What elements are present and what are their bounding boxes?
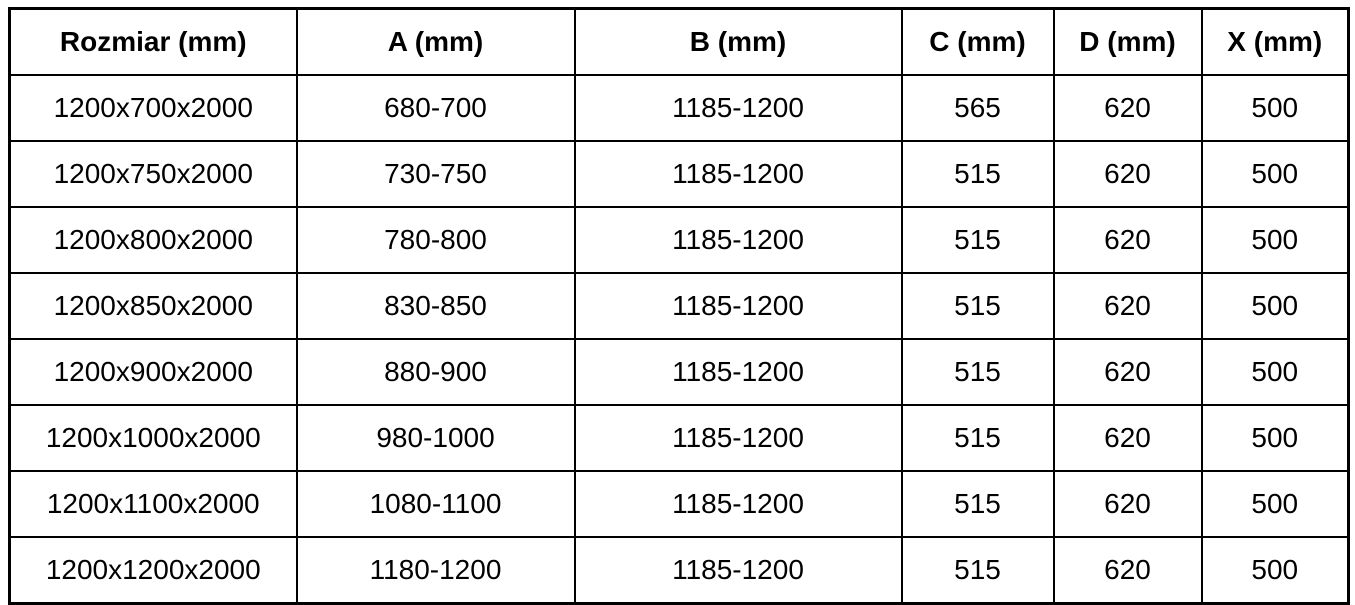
table-row xyxy=(10,207,1349,273)
table-cell: 620 xyxy=(1054,273,1202,339)
table-cell: 1200x1200x2000 xyxy=(10,537,297,604)
table-cell: 1185-1200 xyxy=(575,273,902,339)
table-cell: 680-700 xyxy=(297,75,575,141)
column-header-a: A (mm) xyxy=(297,9,575,76)
column-header-d: D (mm) xyxy=(1054,9,1202,76)
table-row xyxy=(10,75,1349,141)
table-row xyxy=(10,537,1349,604)
table-cell: 500 xyxy=(1202,471,1349,537)
table-cell: 515 xyxy=(902,339,1054,405)
table-row xyxy=(10,471,1349,537)
table-cell: 500 xyxy=(1202,339,1349,405)
table-cell: 1080-1100 xyxy=(297,471,575,537)
table-cell: 880-900 xyxy=(297,339,575,405)
column-header-b: B (mm) xyxy=(575,9,902,76)
column-header-x: X (mm) xyxy=(1202,9,1349,76)
table-cell: 1185-1200 xyxy=(575,339,902,405)
table-row xyxy=(10,339,1349,405)
table-cell: 1180-1200 xyxy=(297,537,575,604)
table-cell: 515 xyxy=(902,471,1054,537)
table-cell: 1185-1200 xyxy=(575,207,902,273)
table-row xyxy=(10,141,1349,207)
table-cell: 620 xyxy=(1054,405,1202,471)
column-header-c: C (mm) xyxy=(902,9,1054,76)
table-cell: 515 xyxy=(902,405,1054,471)
table-cell: 1200x700x2000 xyxy=(10,75,297,141)
table-cell: 730-750 xyxy=(297,141,575,207)
table-header xyxy=(10,9,1349,76)
table-cell: 1200x900x2000 xyxy=(10,339,297,405)
table-cell: 1185-1200 xyxy=(575,141,902,207)
table-cell: 1200x1000x2000 xyxy=(10,405,297,471)
table-cell: 1200x800x2000 xyxy=(10,207,297,273)
table-cell: 500 xyxy=(1202,207,1349,273)
table-cell: 1200x1100x2000 xyxy=(10,471,297,537)
table-cell: 830-850 xyxy=(297,273,575,339)
table-cell: 780-800 xyxy=(297,207,575,273)
table-cell: 1185-1200 xyxy=(575,75,902,141)
table-cell: 1185-1200 xyxy=(575,537,902,604)
table-cell: 515 xyxy=(902,537,1054,604)
table-cell: 500 xyxy=(1202,537,1349,604)
table-cell: 565 xyxy=(902,75,1054,141)
column-header-rozmiar: Rozmiar (mm) xyxy=(10,9,297,76)
table-cell: 515 xyxy=(902,207,1054,273)
table-row xyxy=(10,405,1349,471)
table-cell: 620 xyxy=(1054,471,1202,537)
size-spec-table xyxy=(8,7,1350,605)
table-cell: 1185-1200 xyxy=(575,471,902,537)
table-cell: 515 xyxy=(902,273,1054,339)
table-cell: 620 xyxy=(1054,207,1202,273)
table-cell: 500 xyxy=(1202,405,1349,471)
table-cell: 500 xyxy=(1202,75,1349,141)
table-cell: 620 xyxy=(1054,339,1202,405)
table-cell: 1200x750x2000 xyxy=(10,141,297,207)
table-body xyxy=(10,75,1349,604)
table-row xyxy=(10,273,1349,339)
table-cell: 620 xyxy=(1054,537,1202,604)
header-row xyxy=(10,9,1349,76)
table-cell: 1200x850x2000 xyxy=(10,273,297,339)
table-cell: 500 xyxy=(1202,273,1349,339)
table-cell: 1185-1200 xyxy=(575,405,902,471)
table-cell: 515 xyxy=(902,141,1054,207)
table-cell: 620 xyxy=(1054,75,1202,141)
table-cell: 620 xyxy=(1054,141,1202,207)
table-cell: 980-1000 xyxy=(297,405,575,471)
table-cell: 500 xyxy=(1202,141,1349,207)
